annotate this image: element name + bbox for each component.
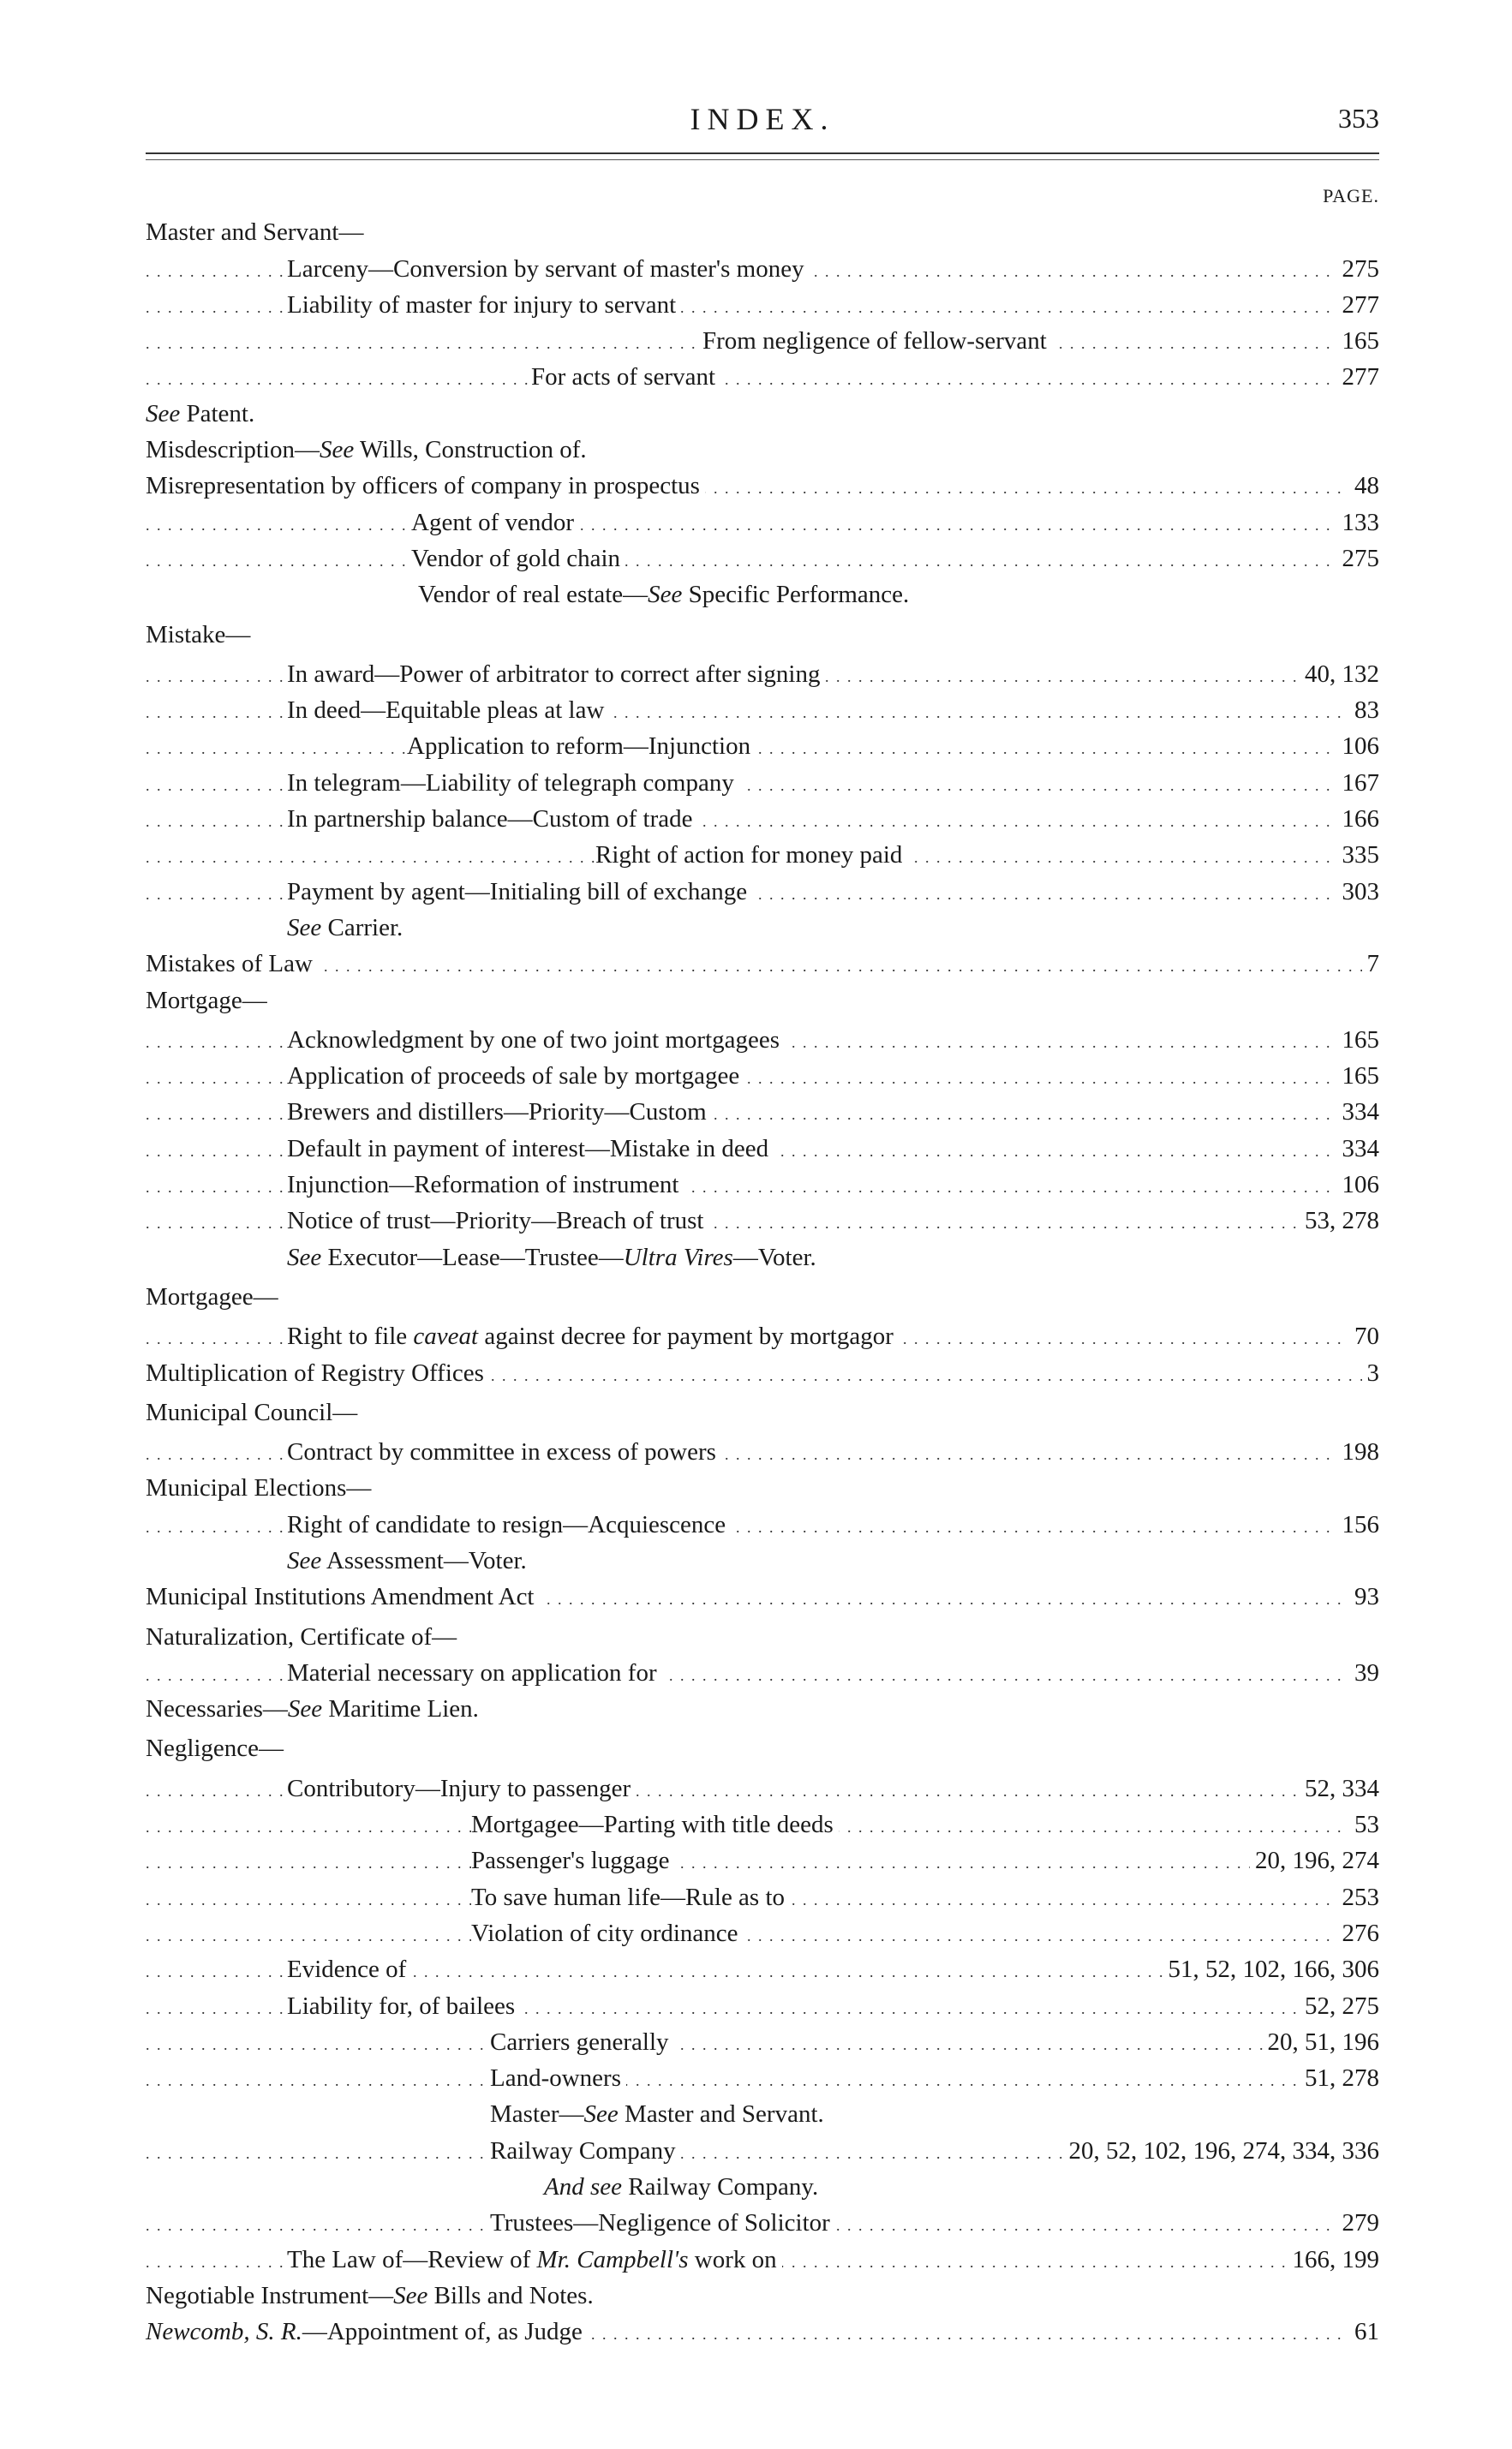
entry-text: See Executor—Lease—Trustee—Ultra Vires—Voter. <box>287 1243 816 1271</box>
entry-page-ref: 20, 52, 102, 196, 274, 334, 336 <box>1064 2133 1380 2169</box>
entry-text: In telegram—Liability of telegraph company <box>287 765 739 801</box>
entry-text: Negligence— <box>146 1735 284 1763</box>
entry-text: Misrepresentation by officers of company in prospectus <box>146 468 705 504</box>
index-entry <box>146 2205 1379 2241</box>
index-entry <box>146 1395 1379 1431</box>
entry-text: Railway Company <box>490 2133 681 2169</box>
entry-page-ref: 20, 51, 196 <box>1263 2024 1380 2060</box>
index-entry <box>146 874 1379 910</box>
index-entry <box>146 2024 1379 2060</box>
entry-page-ref: 51, 278 <box>1300 2060 1379 2096</box>
entry-text: See Patent. <box>146 399 255 427</box>
entry-page-ref: 53 <box>1349 1807 1379 1843</box>
index-entry <box>146 359 1379 395</box>
index-entry <box>146 505 1379 541</box>
dot-leader <box>146 2024 1379 2060</box>
entry-page-ref: 277 <box>1337 359 1380 395</box>
entry-page-ref: 165 <box>1337 1058 1380 1094</box>
index-entry <box>146 2314 1379 2350</box>
entry-text: Naturalization, Certificate of— <box>146 1622 457 1651</box>
index-entry <box>146 692 1379 728</box>
dot-leader <box>146 359 1379 395</box>
entry-page-ref: 166 <box>1337 801 1380 837</box>
entry-text: Right of candidate to resign—Acquiescence <box>287 1507 731 1543</box>
entry-text: To save human life—Rule as to <box>471 1879 790 1915</box>
index-entry <box>146 1951 1379 1987</box>
entry-text: Passenger's luggage <box>471 1843 675 1879</box>
entry-page-ref: 51, 52, 102, 166, 306 <box>1163 1951 1380 1987</box>
entry-text: Acknowledgment by one of two joint mortgagees <box>287 1022 785 1058</box>
index-entry <box>146 1318 1379 1354</box>
entry-text: Multiplication of Registry Offices <box>146 1355 489 1391</box>
entry-page-ref: 334 <box>1337 1131 1380 1167</box>
entry-page-ref: 3 <box>1362 1355 1380 1391</box>
entry-text: Municipal Institutions Amendment Act <box>146 1579 540 1615</box>
index-entry <box>146 946 1379 982</box>
index-entry <box>146 1807 1379 1843</box>
index-entry <box>146 1655 1379 1691</box>
entry-page-ref: 7 <box>1362 946 1380 982</box>
entry-text: Necessaries—See Maritime Lien. <box>146 1695 479 1723</box>
entry-text: Payment by agent—Initialing bill of exchange <box>287 874 752 910</box>
index-entry <box>146 214 1379 250</box>
index-entry <box>146 1691 1379 1727</box>
index-entry <box>146 801 1379 837</box>
index-entry <box>146 2169 1379 2205</box>
entry-page-ref: 275 <box>1337 541 1380 576</box>
index-entry <box>146 1167 1379 1203</box>
entry-page-ref: 93 <box>1349 1579 1379 1615</box>
entry-text: Evidence of <box>287 1951 411 1987</box>
entry-page-ref: 52, 334 <box>1300 1771 1379 1807</box>
index-entry <box>146 251 1379 287</box>
entry-text: Right to file caveat against decree for payment by mortgagor <box>287 1318 899 1354</box>
entry-page-ref: 275 <box>1337 251 1380 287</box>
entry-text: Injunction—Reformation of instrument <box>287 1167 684 1203</box>
index-entry <box>146 1771 1379 1807</box>
entry-page-ref: 106 <box>1337 1167 1380 1203</box>
entry-text: Negotiable Instrument—See Bills and Notes. <box>146 2281 594 2309</box>
entry-text: Default in payment of interest—Mistake in deed <box>287 1131 774 1167</box>
index-entry <box>146 1434 1379 1470</box>
entry-text: Agent of vendor <box>411 505 579 541</box>
entry-page-ref: 53, 278 <box>1300 1203 1379 1239</box>
entry-text: Liability of master for injury to servant <box>287 287 681 323</box>
index-entry <box>146 837 1379 873</box>
entry-text: Master—See Master and Servant. <box>490 2100 824 2129</box>
entry-page-ref: 166, 199 <box>1288 2242 1380 2278</box>
entry-text: Vendor of gold chain <box>411 541 625 576</box>
index-entry <box>146 1988 1379 2024</box>
entry-page-ref: 70 <box>1349 1318 1379 1354</box>
entry-text: Mortgage— <box>146 986 267 1014</box>
index-entry <box>146 1843 1379 1879</box>
entry-text: Misdescription—See Wills, Construction of. <box>146 436 587 464</box>
dot-leader <box>146 541 1379 576</box>
entry-page-ref: 40, 132 <box>1300 656 1379 692</box>
entry-text: Mortgagee—Parting with title deeds <box>471 1807 839 1843</box>
index-entry <box>146 1507 1379 1543</box>
index-entry <box>146 287 1379 323</box>
index-entry <box>146 576 1379 612</box>
entry-page-ref: 39 <box>1349 1655 1379 1691</box>
index-entry <box>146 1619 1379 1655</box>
page-number: 353 <box>1338 103 1379 134</box>
index-entry <box>146 323 1379 359</box>
entry-text: Master and Servant— <box>146 218 364 247</box>
index-entry <box>146 432 1379 468</box>
entry-text: In award—Power of arbitrator to correct after signing <box>287 656 825 692</box>
entry-page-ref: 165 <box>1337 323 1380 359</box>
entry-text: And see Railway Company. <box>544 2173 819 2201</box>
entry-page-ref: 156 <box>1337 1507 1380 1543</box>
entry-text: Land-owners <box>490 2060 626 2096</box>
index-entry <box>146 1279 1379 1315</box>
index-entry <box>146 1094 1379 1130</box>
entry-text: See Carrier. <box>287 913 403 941</box>
entry-page-ref: 52, 275 <box>1300 1988 1379 2024</box>
entry-page-ref: 83 <box>1349 692 1379 728</box>
entry-page-ref: 165 <box>1337 1022 1380 1058</box>
index-entry <box>146 541 1379 576</box>
entry-text: Brewers and distillers—Priority—Custom <box>287 1094 712 1130</box>
index-entry <box>146 1355 1379 1391</box>
entry-page-ref: 335 <box>1337 837 1380 873</box>
entry-text: From negligence of fellow-servant <box>702 323 1052 359</box>
entry-text: Mistakes of Law <box>146 946 318 982</box>
entry-text: Application of proceeds of sale by mortgagee <box>287 1058 744 1094</box>
index-entry <box>146 1879 1379 1915</box>
entry-page-ref: 334 <box>1337 1094 1380 1130</box>
entry-text: In partnership balance—Custom of trade <box>287 801 698 837</box>
entry-text: Liability for, of bailees <box>287 1988 520 2024</box>
header-rule-thin <box>146 159 1379 160</box>
index-entry <box>146 1239 1379 1275</box>
entry-text: Violation of city ordinance <box>471 1915 744 1951</box>
index-entry <box>146 2242 1379 2278</box>
index-entry <box>146 396 1379 432</box>
entry-text: Carriers generally <box>490 2024 674 2060</box>
entry-text: Vendor of real estate—See Specific Performance. <box>418 581 910 609</box>
index-entry <box>146 2060 1379 2096</box>
index-entry <box>146 468 1379 504</box>
index-entry <box>146 1203 1379 1239</box>
entry-text: In deed—Equitable pleas at law <box>287 692 609 728</box>
index-entry <box>146 910 1379 946</box>
entry-page-ref: 279 <box>1337 2205 1380 2241</box>
entry-page-ref: 276 <box>1337 1915 1380 1951</box>
entry-text: For acts of servant <box>531 359 720 395</box>
entry-page-ref: 61 <box>1349 2314 1379 2350</box>
entry-text: See Assessment—Voter. <box>287 1546 527 1574</box>
page-column-label: PAGE. <box>1323 185 1379 206</box>
dot-leader <box>146 1915 1379 1951</box>
index-entry <box>146 1470 1379 1506</box>
index-entry <box>146 1131 1379 1167</box>
index-entry <box>146 1022 1379 1058</box>
entry-text: Municipal Elections— <box>146 1474 372 1502</box>
index-entry <box>146 1543 1379 1579</box>
index-entry <box>146 728 1379 764</box>
index-entry <box>146 765 1379 801</box>
index-entry <box>146 656 1379 692</box>
entry-page-ref: 303 <box>1337 874 1380 910</box>
entry-page-ref: 198 <box>1337 1434 1380 1470</box>
entry-text: Mistake— <box>146 620 251 648</box>
entry-text: Municipal Council— <box>146 1398 358 1426</box>
entry-text: Material necessary on application for <box>287 1655 662 1691</box>
index-entry <box>146 2133 1379 2169</box>
entry-text: Contributory—Injury to passenger <box>287 1771 636 1807</box>
dot-leader <box>146 1843 1379 1879</box>
entry-text: Notice of trust—Priority—Breach of trust <box>287 1203 708 1239</box>
entry-page-ref: 133 <box>1337 505 1380 541</box>
entry-text: Mortgagee— <box>146 1282 278 1311</box>
index-entry <box>146 983 1379 1018</box>
dot-leader <box>146 2060 1379 2096</box>
entry-text: Right of action for money paid <box>595 837 907 873</box>
dot-leader <box>146 946 1379 982</box>
entry-page-ref: 48 <box>1349 468 1379 504</box>
entry-page-ref: 106 <box>1337 728 1380 764</box>
index-entry <box>146 2278 1379 2314</box>
entry-text: Larceny—Conversion by servant of master's money <box>287 251 810 287</box>
entry-page-ref: 277 <box>1337 287 1380 323</box>
entry-page-ref: 167 <box>1337 765 1380 801</box>
entry-text: The Law of—Review of Mr. Campbell's work on <box>287 2242 782 2278</box>
entry-text: Trustees—Negligence of Solicitor <box>490 2205 835 2241</box>
index-entry <box>146 617 1379 653</box>
page-title: INDEX. <box>690 102 835 136</box>
column-header-row <box>146 178 1379 214</box>
index-entry <box>146 2096 1379 2132</box>
index-entry <box>146 1058 1379 1094</box>
entry-text: Newcomb, S. R.—Appointment of, as Judge <box>146 2314 588 2350</box>
entry-page-ref: 20, 196, 274 <box>1250 1843 1379 1879</box>
index-entry <box>146 1579 1379 1615</box>
entry-text: Contract by committee in excess of powers <box>287 1434 721 1470</box>
index-entry <box>146 1730 1379 1766</box>
dot-leader <box>146 728 1379 764</box>
entry-text: Application to reform—Injunction <box>407 728 756 764</box>
page-header <box>146 101 1379 144</box>
index-entries <box>146 178 1379 2350</box>
index-entry <box>146 1915 1379 1951</box>
dot-leader <box>146 505 1379 541</box>
entry-page-ref: 253 <box>1337 1879 1380 1915</box>
header-rule <box>146 152 1379 154</box>
